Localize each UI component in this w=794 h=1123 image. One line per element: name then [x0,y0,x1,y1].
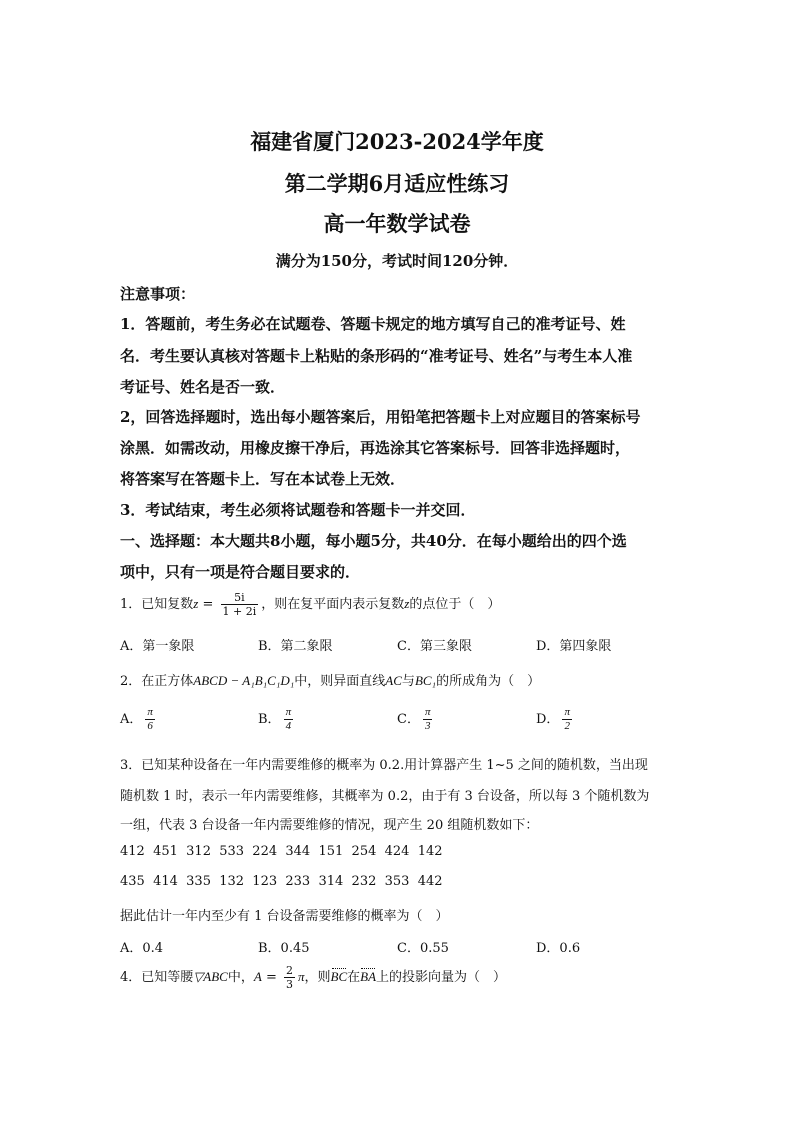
q4-angle-a: A [253,969,262,984]
q1-suffix: 的点位于（ ） [409,597,501,612]
q3-line1: 3．已知某种设备在一年内需要维修的概率为 0.2.用计算器产生 1~5 之间的随机数，当出现 [120,758,648,773]
q4-prefix: 4．已知等腰 [120,970,194,985]
question-4 [120,964,506,991]
q3-line3: 一组，代表 3 台设备一年内需要维修的情况，现产生 20 组随机数如下： [120,818,539,833]
q4-numerator: 2 [285,964,293,977]
q2-a-den: 6 [145,719,155,733]
q4-denominator: 3 [285,978,293,991]
q2-b-label: B． [258,712,281,727]
q1-numerator: 5i [234,591,245,604]
q2-option-d [536,706,575,733]
q4-fraction [284,964,295,991]
exam-info: 满分为150分，考试时间120分钟． [275,252,519,270]
note-2-line1: 2，回答选择题时，选出每小题答案后，用铅笔把答题卡上对应题目的答案标号 [120,408,641,426]
q2-and: 与 [401,674,415,689]
q2-c-fraction [423,706,433,733]
section-heading-line2: 项中，只有一项是符合题目要求的． [120,563,361,581]
q4-vector-ba: BA [360,969,377,984]
note-3: 3．考试结束，考生必须将试题卷和答题卡一并交回． [120,501,476,519]
q2-option-a [120,706,158,733]
q2-mid: 中，则异面直线 [294,674,386,689]
q3-random-row1: 412 451 312 533 224 344 151 254 424 142 [120,844,443,859]
q3-option-c: C．0.55 [397,941,449,956]
q1-z2: z [404,596,410,611]
q1-denominator: 1 + 2i [222,605,257,618]
q3-random-row2: 435 414 335 132 123 233 314 232 353 442 [120,874,443,889]
q1-option-d: D．第四象限 [536,639,612,654]
q4-suffix: 上的投影向量为（ ） [376,970,507,985]
q2-b-fraction [284,706,294,733]
q1-prefix: 1．已知复数 [120,597,194,612]
q3-option-a: A．0.4 [120,941,164,956]
q1-text: ，则在复平面内表示复数 [261,597,405,612]
q4-equals: = [261,970,281,985]
q2-d-num: π [564,706,570,718]
q2-d-fraction [562,706,572,733]
q2-b-num: π [285,706,292,718]
q1-equals: = [198,597,218,612]
q4-text: ，则 [304,970,331,985]
page-title-line2: 第二学期6月适应性练习 [284,171,510,196]
q2-a-fraction [145,706,155,733]
q1-option-a: A．第一象限 [120,639,195,654]
q1-option-c: C．第三象限 [397,639,472,654]
page-title-line1: 福建省厦门2023-2024学年度 [250,129,544,154]
q2-line-ac: AC [385,673,402,688]
q4-mid: 中， [227,970,254,985]
q3-line2: 随机数 1 时，表示一年内需要维修，其概率为 0.2，由于有 3 台设备，所以每 3 个随机数为 [120,789,650,804]
q3-option-b: B．0.45 [258,941,310,956]
q3-option-d: D．0.6 [536,941,581,956]
q2-c-num: π [424,706,431,718]
q2-prefix: 2．在正方体 [120,674,194,689]
note-2-line2: 涂黑．如需改动，用橡皮擦干净后，再选涂其它答案标号．回答非选择题时， [120,439,631,457]
note-1-line2: 名．考生要认真核对答题卡上粘贴的条形码的“准考证号、姓名”与考生本人准 [120,347,633,365]
note-1-line1: 1．答题前，考生务必在试题卷、答题卡规定的地方填写自己的准考证号、姓 [120,315,626,333]
q2-c-den: 3 [423,719,433,733]
q4-pi: π [297,969,305,984]
q2-d-label: D． [536,712,560,727]
page-title-line3: 高一年数学试卷 [323,211,471,236]
question-1 [120,591,500,618]
q2-a-label: A． [120,712,143,727]
q4-vector-bc: BC [330,969,348,984]
q2-cube: ABCD − A₁B₁C₁D₁ [193,673,295,688]
note-1-line3: 考证号、姓名是否一致． [120,378,286,396]
q2-d-den: 2 [562,719,572,733]
q2-a-num: π [147,706,153,718]
q2-c-label: C． [397,712,420,727]
q2-line-bc1: BC₁ [414,673,437,688]
q1-fraction [221,591,259,618]
question-2 [120,670,540,689]
q2-option-b [258,706,296,733]
q1-option-b: B．第二象限 [258,639,333,654]
q3-line4: 据此估计一年内至少有 1 台设备需要维修的概率为（ ） [120,909,449,924]
q4-in: 在 [347,970,361,985]
notes-heading: 注意事项： [120,285,196,303]
q2-option-c [397,706,435,733]
q2-suffix: 的所成角为（ ） [436,674,541,689]
note-2-line3: 将答案写在答题卡上．写在本试卷上无效． [120,470,406,488]
section-heading-line1: 一、选择题：本大题共8小题，每小题5分，共40分．在每小题给出的四个选 [120,532,627,550]
q1-z: z [193,596,199,611]
q4-triangle: ▽ABC [193,969,228,984]
q2-b-den: 4 [284,719,294,733]
